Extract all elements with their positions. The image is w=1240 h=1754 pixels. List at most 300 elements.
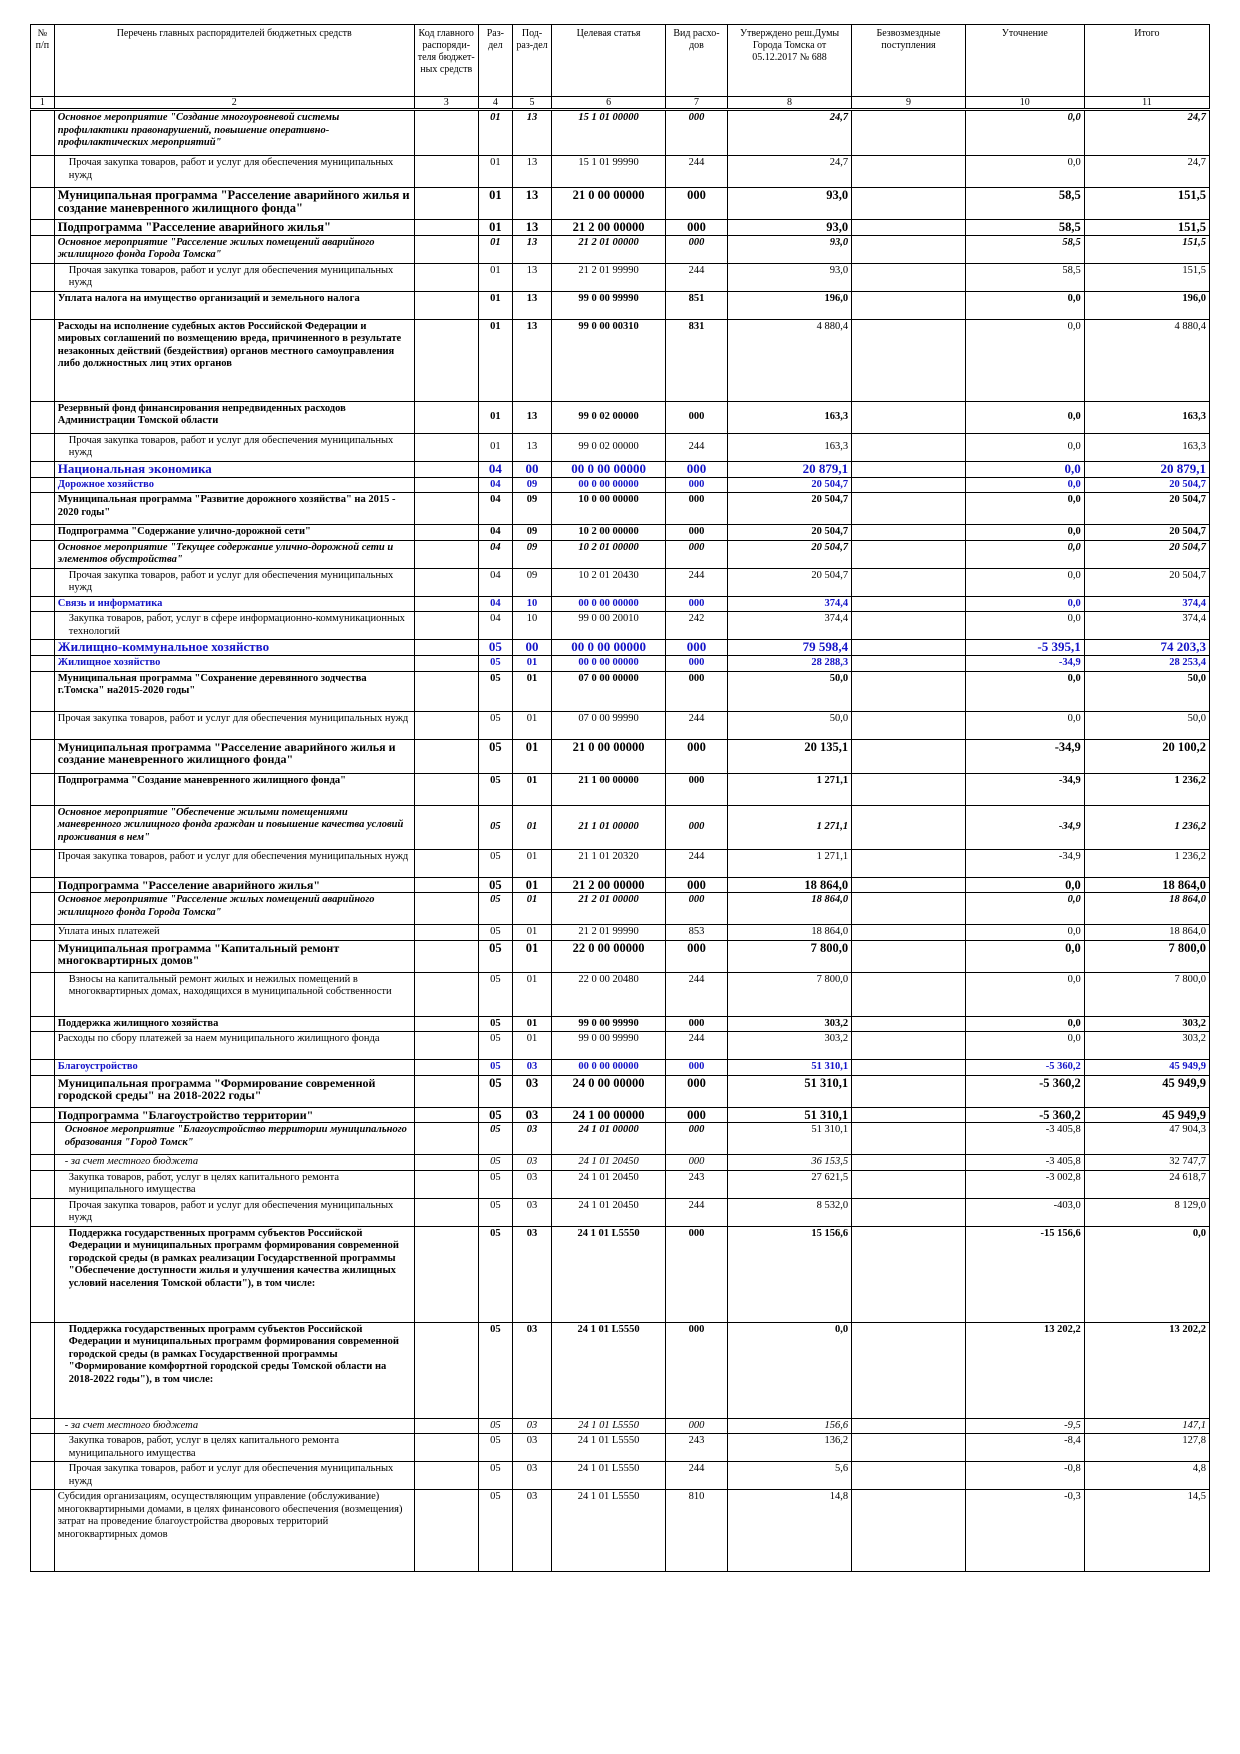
cell-code: [414, 1032, 478, 1060]
table-row: [31, 188, 1210, 220]
cell-number: [31, 1226, 55, 1322]
cell-grants: [852, 401, 966, 433]
cell-target-article: 21 2 01 99990: [552, 925, 666, 941]
cell-number: [31, 612, 55, 640]
cell-expense-type: 000: [665, 671, 727, 711]
cell-razdel: 05: [478, 972, 512, 1016]
cell-total: 7 800,0: [1084, 940, 1209, 972]
cell-adjustment: -3 002,8: [965, 1170, 1084, 1198]
cell-code: [414, 540, 478, 568]
cell-grants: [852, 671, 966, 711]
cell-razdel: 01: [478, 319, 512, 401]
cell-code: [414, 640, 478, 656]
cell-number: [31, 805, 55, 849]
cell-razdel: 01: [478, 110, 512, 156]
cell-approved: 79 598,4: [728, 640, 852, 656]
cell-expense-type: 000: [665, 640, 727, 656]
cell-razdel: 05: [478, 656, 512, 672]
cell-adjustment: 0,0: [965, 461, 1084, 477]
cell-total: 196,0: [1084, 291, 1209, 319]
cell-target-article: 15 1 01 00000: [552, 110, 666, 156]
cell-approved: 4 880,4: [728, 319, 852, 401]
cell-razdel: 04: [478, 493, 512, 525]
cell-razdel: 01: [478, 291, 512, 319]
table-row: [31, 612, 1210, 640]
cell-podrazdel: 13: [512, 156, 551, 188]
cell-code: [414, 568, 478, 596]
cell-total: 14,5: [1084, 1490, 1209, 1572]
header-grants: Безвозмездные поступления: [852, 25, 966, 97]
table-row: [31, 972, 1210, 1016]
cell-expense-type: 000: [665, 110, 727, 156]
cell-total: 24,7: [1084, 110, 1209, 156]
cell-code: [414, 940, 478, 972]
cell-razdel: 05: [478, 671, 512, 711]
cell-approved: 1 271,1: [728, 773, 852, 805]
cell-number: [31, 671, 55, 711]
cell-code: [414, 235, 478, 263]
table-row: [31, 319, 1210, 401]
table-row: [31, 877, 1210, 893]
cell-target-article: 07 0 00 99990: [552, 711, 666, 739]
column-number: 8: [728, 97, 852, 110]
cell-expense-type: 000: [665, 461, 727, 477]
cell-podrazdel: 10: [512, 612, 551, 640]
cell-podrazdel: 03: [512, 1226, 551, 1322]
cell-razdel: 01: [478, 220, 512, 236]
cell-number: [31, 433, 55, 461]
cell-name: Прочая закупка товаров, работ и услуг для обеспечения муниципальных нужд: [54, 568, 414, 596]
cell-number: [31, 1322, 55, 1418]
cell-approved: 7 800,0: [728, 972, 852, 1016]
cell-total: 147,1: [1084, 1418, 1209, 1434]
cell-podrazdel: 03: [512, 1490, 551, 1572]
cell-approved: 93,0: [728, 263, 852, 291]
cell-number: [31, 1107, 55, 1123]
cell-adjustment: 0,0: [965, 540, 1084, 568]
cell-target-article: 24 1 01 L5550: [552, 1462, 666, 1490]
cell-code: [414, 773, 478, 805]
cell-code: [414, 1322, 478, 1418]
cell-code: [414, 972, 478, 1016]
cell-name: Основное мероприятие "Расселение жилых помещений аварийного жилищного фонда Города Томска": [54, 235, 414, 263]
table-row: [31, 640, 1210, 656]
cell-podrazdel: 00: [512, 640, 551, 656]
cell-name: Муниципальная программа "Формирование современной городской среды" на 2018-2022 годы": [54, 1075, 414, 1107]
cell-razdel: 05: [478, 1107, 512, 1123]
cell-code: [414, 711, 478, 739]
cell-razdel: 05: [478, 773, 512, 805]
table-row: [31, 291, 1210, 319]
cell-name: Благоустройство: [54, 1060, 414, 1076]
cell-total: 151,5: [1084, 188, 1209, 220]
cell-expense-type: 000: [665, 739, 727, 773]
cell-target-article: 22 0 00 20480: [552, 972, 666, 1016]
cell-grants: [852, 1075, 966, 1107]
cell-name: Подпрограмма "Расселение аварийного жилья": [54, 877, 414, 893]
cell-number: [31, 1032, 55, 1060]
cell-grants: [852, 711, 966, 739]
table-row: [31, 805, 1210, 849]
cell-name: Закупка товаров, работ, услуг в сфере информационно-коммуникационных технологий: [54, 612, 414, 640]
cell-grants: [852, 893, 966, 925]
cell-number: [31, 156, 55, 188]
cell-expense-type: 000: [665, 893, 727, 925]
cell-podrazdel: 03: [512, 1060, 551, 1076]
column-number: 2: [54, 97, 414, 110]
cell-approved: 24,7: [728, 110, 852, 156]
cell-number: [31, 477, 55, 493]
cell-total: 7 800,0: [1084, 972, 1209, 1016]
cell-total: 20 100,2: [1084, 739, 1209, 773]
cell-approved: 5,6: [728, 1462, 852, 1490]
cell-code: [414, 739, 478, 773]
cell-code: [414, 477, 478, 493]
cell-podrazdel: 09: [512, 568, 551, 596]
cell-razdel: 01: [478, 263, 512, 291]
cell-name: - за счет местного бюджета: [54, 1155, 414, 1171]
cell-target-article: 99 0 02 00000: [552, 401, 666, 433]
cell-razdel: 05: [478, 849, 512, 877]
cell-expense-type: 000: [665, 773, 727, 805]
cell-adjustment: 0,0: [965, 477, 1084, 493]
cell-expense-type: 244: [665, 711, 727, 739]
cell-podrazdel: 09: [512, 525, 551, 541]
header-number: № п/п: [31, 25, 55, 97]
cell-razdel: 01: [478, 433, 512, 461]
header-name: Перечень главных распорядителей бюджетных средств: [54, 25, 414, 97]
cell-name: - за счет местного бюджета: [54, 1418, 414, 1434]
cell-total: 151,5: [1084, 220, 1209, 236]
cell-approved: 51 310,1: [728, 1123, 852, 1155]
cell-number: [31, 220, 55, 236]
cell-adjustment: -5 395,1: [965, 640, 1084, 656]
table-row: [31, 525, 1210, 541]
table-row: [31, 1198, 1210, 1226]
cell-adjustment: -9,5: [965, 1418, 1084, 1434]
cell-expense-type: 000: [665, 401, 727, 433]
cell-target-article: 21 2 01 00000: [552, 235, 666, 263]
cell-code: [414, 1123, 478, 1155]
cell-grants: [852, 656, 966, 672]
cell-razdel: 05: [478, 1170, 512, 1198]
cell-adjustment: -0,3: [965, 1490, 1084, 1572]
column-number: 5: [512, 97, 551, 110]
cell-adjustment: -34,9: [965, 739, 1084, 773]
cell-adjustment: 0,0: [965, 493, 1084, 525]
cell-grants: [852, 235, 966, 263]
cell-adjustment: -34,9: [965, 805, 1084, 849]
column-number: 3: [414, 97, 478, 110]
cell-podrazdel: 09: [512, 540, 551, 568]
cell-razdel: 04: [478, 596, 512, 612]
cell-adjustment: 0,0: [965, 925, 1084, 941]
cell-approved: 163,3: [728, 433, 852, 461]
cell-target-article: 99 0 00 00310: [552, 319, 666, 401]
cell-code: [414, 110, 478, 156]
cell-razdel: 05: [478, 940, 512, 972]
cell-razdel: 05: [478, 925, 512, 941]
cell-expense-type: 000: [665, 493, 727, 525]
cell-expense-type: 244: [665, 1032, 727, 1060]
cell-code: [414, 612, 478, 640]
cell-adjustment: 0,0: [965, 612, 1084, 640]
cell-total: 50,0: [1084, 711, 1209, 739]
cell-grants: [852, 612, 966, 640]
cell-total: 24 618,7: [1084, 1170, 1209, 1198]
cell-number: [31, 1123, 55, 1155]
table-row: [31, 1170, 1210, 1198]
cell-adjustment: -34,9: [965, 773, 1084, 805]
cell-adjustment: -8,4: [965, 1434, 1084, 1462]
cell-total: 8 129,0: [1084, 1198, 1209, 1226]
header-razdel: Раз-дел: [478, 25, 512, 97]
cell-total: 1 236,2: [1084, 773, 1209, 805]
cell-approved: 156,6: [728, 1418, 852, 1434]
cell-expense-type: 244: [665, 849, 727, 877]
cell-target-article: 10 2 01 20430: [552, 568, 666, 596]
cell-adjustment: -5 360,2: [965, 1107, 1084, 1123]
cell-code: [414, 1226, 478, 1322]
cell-podrazdel: 09: [512, 477, 551, 493]
cell-name: Муниципальная программа "Сохранение деревянного зодчества г.Томска" на2015-2020 годы": [54, 671, 414, 711]
header-target-article: Целевая статья: [552, 25, 666, 97]
table-row: [31, 1418, 1210, 1434]
cell-name: Уплата иных платежей: [54, 925, 414, 941]
cell-adjustment: -34,9: [965, 849, 1084, 877]
cell-target-article: 24 1 01 00000: [552, 1123, 666, 1155]
cell-total: 374,4: [1084, 596, 1209, 612]
cell-expense-type: 000: [665, 540, 727, 568]
cell-name: Прочая закупка товаров, работ и услуг для обеспечения муниципальных нужд: [54, 156, 414, 188]
cell-podrazdel: 01: [512, 656, 551, 672]
cell-adjustment: -0,8: [965, 1462, 1084, 1490]
cell-name: Закупка товаров, работ, услуг в целях капитального ремонта муниципального имущества: [54, 1170, 414, 1198]
cell-target-article: 99 0 02 00000: [552, 433, 666, 461]
cell-number: [31, 1462, 55, 1490]
cell-name: Связь и информатика: [54, 596, 414, 612]
cell-target-article: 24 1 01 L5550: [552, 1322, 666, 1418]
cell-target-article: 99 0 00 99990: [552, 1016, 666, 1032]
cell-target-article: 99 0 00 99990: [552, 291, 666, 319]
cell-code: [414, 1016, 478, 1032]
cell-code: [414, 220, 478, 236]
cell-name: Прочая закупка товаров, работ и услуг для обеспечения муниципальных нужд: [54, 1462, 414, 1490]
cell-approved: 51 310,1: [728, 1075, 852, 1107]
table-body: [31, 110, 1210, 1572]
cell-grants: [852, 188, 966, 220]
cell-podrazdel: 13: [512, 319, 551, 401]
cell-total: 18 864,0: [1084, 925, 1209, 941]
cell-number: [31, 1016, 55, 1032]
cell-name: Основное мероприятие "Создание многоуровневой системы профилактики правонарушений, повышение оперативно-профилактических мероприятий": [54, 110, 414, 156]
cell-approved: 18 864,0: [728, 893, 852, 925]
cell-razdel: 05: [478, 1434, 512, 1462]
cell-number: [31, 263, 55, 291]
cell-adjustment: 0,0: [965, 893, 1084, 925]
cell-grants: [852, 1226, 966, 1322]
cell-target-article: 21 1 01 00000: [552, 805, 666, 849]
cell-approved: 20 504,7: [728, 568, 852, 596]
cell-total: 13 202,2: [1084, 1322, 1209, 1418]
cell-podrazdel: 03: [512, 1462, 551, 1490]
cell-expense-type: 000: [665, 1075, 727, 1107]
cell-razdel: 04: [478, 568, 512, 596]
column-number: 9: [852, 97, 966, 110]
cell-adjustment: -403,0: [965, 1198, 1084, 1226]
cell-number: [31, 1075, 55, 1107]
cell-name: Муниципальная программа "Капитальный ремонт многоквартирных домов": [54, 940, 414, 972]
cell-approved: 14,8: [728, 1490, 852, 1572]
cell-grants: [852, 739, 966, 773]
cell-name: Расходы по сбору платежей за наем муниципального жилищного фонда: [54, 1032, 414, 1060]
cell-approved: 27 621,5: [728, 1170, 852, 1198]
cell-target-article: 00 0 00 00000: [552, 461, 666, 477]
cell-adjustment: 0,0: [965, 1032, 1084, 1060]
cell-total: 20 504,7: [1084, 493, 1209, 525]
cell-grants: [852, 849, 966, 877]
header-adjustment: Уточнение: [965, 25, 1084, 97]
cell-podrazdel: 13: [512, 235, 551, 263]
cell-razdel: 05: [478, 1060, 512, 1076]
cell-expense-type: 000: [665, 525, 727, 541]
table-row: [31, 940, 1210, 972]
cell-total: 20 879,1: [1084, 461, 1209, 477]
cell-podrazdel: 01: [512, 739, 551, 773]
cell-adjustment: 58,5: [965, 263, 1084, 291]
cell-podrazdel: 03: [512, 1170, 551, 1198]
cell-grants: [852, 1418, 966, 1434]
cell-approved: 0,0: [728, 1322, 852, 1418]
cell-grants: [852, 1016, 966, 1032]
cell-adjustment: 0,0: [965, 877, 1084, 893]
cell-number: [31, 656, 55, 672]
cell-adjustment: 0,0: [965, 433, 1084, 461]
cell-grants: [852, 1107, 966, 1123]
cell-target-article: 00 0 00 00000: [552, 477, 666, 493]
cell-grants: [852, 263, 966, 291]
table-row: [31, 461, 1210, 477]
column-numbers-row: [31, 97, 1210, 110]
column-number: 4: [478, 97, 512, 110]
cell-target-article: 24 1 01 L5550: [552, 1226, 666, 1322]
cell-razdel: 05: [478, 1198, 512, 1226]
cell-grants: [852, 1490, 966, 1572]
cell-expense-type: 244: [665, 1198, 727, 1226]
cell-target-article: 24 1 01 L5550: [552, 1434, 666, 1462]
cell-razdel: 05: [478, 1490, 512, 1572]
cell-expense-type: 000: [665, 596, 727, 612]
cell-adjustment: 0,0: [965, 525, 1084, 541]
table-row: [31, 477, 1210, 493]
cell-adjustment: -5 360,2: [965, 1060, 1084, 1076]
cell-code: [414, 1434, 478, 1462]
cell-expense-type: 243: [665, 1170, 727, 1198]
cell-name: Прочая закупка товаров, работ и услуг для обеспечения муниципальных нужд: [54, 849, 414, 877]
cell-total: 163,3: [1084, 433, 1209, 461]
cell-podrazdel: 01: [512, 940, 551, 972]
cell-podrazdel: 01: [512, 877, 551, 893]
cell-expense-type: 831: [665, 319, 727, 401]
cell-code: [414, 1060, 478, 1076]
header-code: Код главного распоряди-теля бюджет-ных средств: [414, 25, 478, 97]
cell-target-article: 10 2 01 00000: [552, 540, 666, 568]
cell-approved: 50,0: [728, 671, 852, 711]
cell-adjustment: 58,5: [965, 235, 1084, 263]
cell-approved: 1 271,1: [728, 849, 852, 877]
table-row: [31, 220, 1210, 236]
cell-adjustment: -34,9: [965, 656, 1084, 672]
cell-razdel: 04: [478, 461, 512, 477]
cell-podrazdel: 03: [512, 1322, 551, 1418]
cell-expense-type: 000: [665, 1322, 727, 1418]
cell-total: 20 504,7: [1084, 568, 1209, 596]
cell-total: 45 949,9: [1084, 1107, 1209, 1123]
cell-number: [31, 596, 55, 612]
cell-podrazdel: 13: [512, 433, 551, 461]
cell-approved: 50,0: [728, 711, 852, 739]
table-row: [31, 1462, 1210, 1490]
cell-expense-type: 000: [665, 235, 727, 263]
cell-grants: [852, 1170, 966, 1198]
cell-total: 74 203,3: [1084, 640, 1209, 656]
column-number: 1: [31, 97, 55, 110]
cell-target-article: 10 2 00 00000: [552, 525, 666, 541]
cell-grants: [852, 540, 966, 568]
cell-number: [31, 540, 55, 568]
cell-name: Жилищно-коммунальное хозяйство: [54, 640, 414, 656]
cell-adjustment: 58,5: [965, 188, 1084, 220]
cell-expense-type: 244: [665, 1462, 727, 1490]
cell-approved: 163,3: [728, 401, 852, 433]
cell-grants: [852, 877, 966, 893]
cell-approved: 20 504,7: [728, 477, 852, 493]
cell-adjustment: 0,0: [965, 291, 1084, 319]
cell-adjustment: -15 156,6: [965, 1226, 1084, 1322]
cell-podrazdel: 13: [512, 188, 551, 220]
cell-name: Прочая закупка товаров, работ и услуг для обеспечения муниципальных нужд: [54, 263, 414, 291]
cell-code: [414, 1490, 478, 1572]
cell-podrazdel: 03: [512, 1075, 551, 1107]
cell-podrazdel: 01: [512, 925, 551, 941]
cell-adjustment: 0,0: [965, 596, 1084, 612]
cell-name: Взносы на капитальный ремонт жилых и нежилых помещений в многоквартирных домах, находящихся в муниципальной собственности: [54, 972, 414, 1016]
table-row: [31, 401, 1210, 433]
cell-grants: [852, 640, 966, 656]
table-row: [31, 1434, 1210, 1462]
cell-total: 0,0: [1084, 1226, 1209, 1322]
cell-podrazdel: 00: [512, 461, 551, 477]
table-row: [31, 156, 1210, 188]
cell-adjustment: -3 405,8: [965, 1123, 1084, 1155]
cell-approved: 20 504,7: [728, 493, 852, 525]
cell-total: 18 864,0: [1084, 877, 1209, 893]
cell-razdel: 05: [478, 1418, 512, 1434]
cell-code: [414, 1075, 478, 1107]
cell-expense-type: 242: [665, 612, 727, 640]
cell-name: Прочая закупка товаров, работ и услуг для обеспечения муниципальных нужд: [54, 711, 414, 739]
cell-podrazdel: 01: [512, 671, 551, 711]
cell-name: Муниципальная программа "Развитие дорожного хозяйства" на 2015 - 2020 годы": [54, 493, 414, 525]
cell-razdel: 05: [478, 739, 512, 773]
cell-approved: 196,0: [728, 291, 852, 319]
cell-total: 20 504,7: [1084, 525, 1209, 541]
cell-approved: 93,0: [728, 235, 852, 263]
cell-expense-type: 244: [665, 156, 727, 188]
cell-name: Дорожное хозяйство: [54, 477, 414, 493]
cell-total: 18 864,0: [1084, 893, 1209, 925]
cell-expense-type: 000: [665, 1418, 727, 1434]
